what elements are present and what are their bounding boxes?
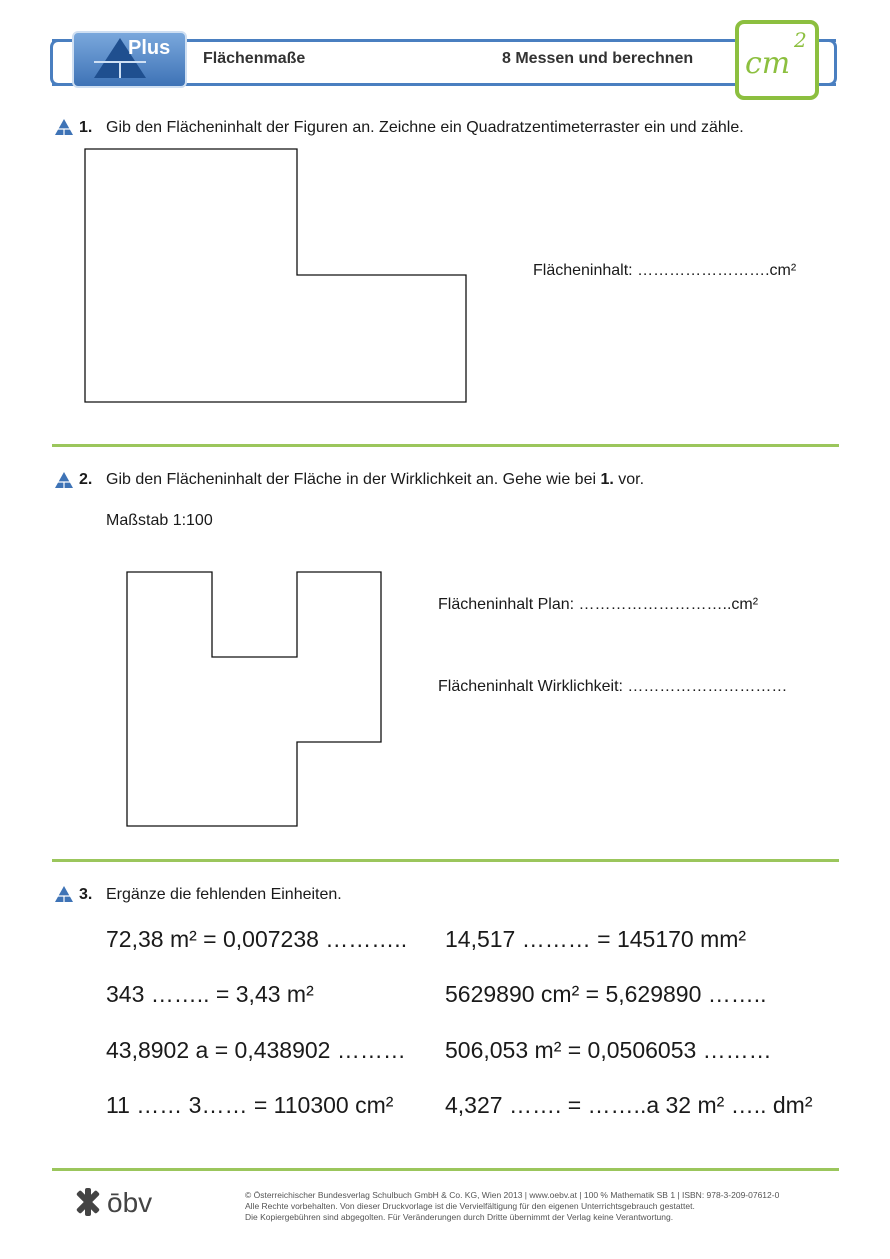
separator-2: [52, 859, 839, 862]
equation-right-1[interactable]: 14,517 ……… = 145170 mm²: [445, 926, 747, 952]
task-1-number: 1.: [79, 119, 93, 136]
task-1-instruction: Gib den Flächeninhalt der Figuren an. Zeichne ein Quadratzentimeterraster ein und zähle.: [106, 119, 744, 136]
publisher-brand: ōbv: [107, 1187, 153, 1218]
cm2-badge-text: cm: [745, 46, 791, 81]
equation-right-2[interactable]: 5629890 cm² = 5,629890 ……..: [445, 981, 767, 1007]
task-1-figure: [80, 144, 474, 408]
task-2-instruction: Gib den Flächeninhalt der Fläche in der Wirklichkeit an. Gehe wie bei 1. vor.: [106, 471, 645, 488]
task-3-instruction: Ergänze die fehlenden Einheiten.: [106, 886, 342, 903]
task-2-number: 2.: [79, 471, 93, 488]
task-2-scale: Maßstab 1:100: [106, 512, 213, 529]
footer-rights: Alle Rechte vorbehalten. Von dieser Druckvorlage ist die Vervielfältigung für den eigenen Unterrichtsgebrauch gestattet.: [245, 1201, 695, 1211]
task-2-figure: [120, 566, 388, 832]
separator-1: [52, 444, 839, 447]
cm2-badge-sup: 2: [794, 28, 807, 52]
plus-logo-text: Plus: [128, 37, 171, 59]
task-2-answer-plan[interactable]: Flächeninhalt Plan: ………………………..cm²: [438, 596, 759, 613]
separator-3: [52, 1168, 839, 1171]
publisher-logo-icon: [72, 1186, 104, 1218]
task-1-answer-line[interactable]: Flächeninhalt: …………………….cm²: [533, 262, 797, 279]
task-3-number: 3.: [79, 886, 93, 903]
equation-right-3[interactable]: 506,053 m² = 0,0506053 ………: [445, 1037, 772, 1063]
task-level-icon: [54, 885, 74, 903]
equation-left-2[interactable]: 343 …….. = 3,43 m²: [106, 981, 314, 1007]
header-cap-right: [824, 39, 837, 86]
equation-left-3[interactable]: 43,8902 a = 0,438902 ………: [106, 1037, 406, 1063]
equation-left-1[interactable]: 72,38 m² = 0,007238 ………..: [106, 926, 408, 952]
equation-left-4[interactable]: 11 …… 3…… = 110300 cm²: [106, 1092, 394, 1118]
equation-right-4[interactable]: 4,327 ……. = ……..a 32 m² ….. dm²: [445, 1092, 813, 1118]
footer-copyright: © Österreichischer Bundesverlag Schulbuch GmbH & Co. KG, Wien 2013 | www.oebv.at | 100 % Mathematik SB 1 | ISBN: 978-3-209-07612-0: [245, 1190, 780, 1200]
task-2-answer-real[interactable]: Flächeninhalt Wirklichkeit: …………………………: [438, 678, 788, 695]
task-level-icon: [54, 471, 74, 489]
chapter-title: 8 Messen und berechnen: [502, 50, 694, 67]
footer-disclaimer: Die Kopiergebühren sind abgegolten. Für Veränderungen durch Dritte übernimmt der Verlag keine Verantwortung.: [245, 1212, 674, 1222]
page-title: Flächenmaße: [203, 50, 306, 67]
task-level-icon: [54, 118, 74, 136]
